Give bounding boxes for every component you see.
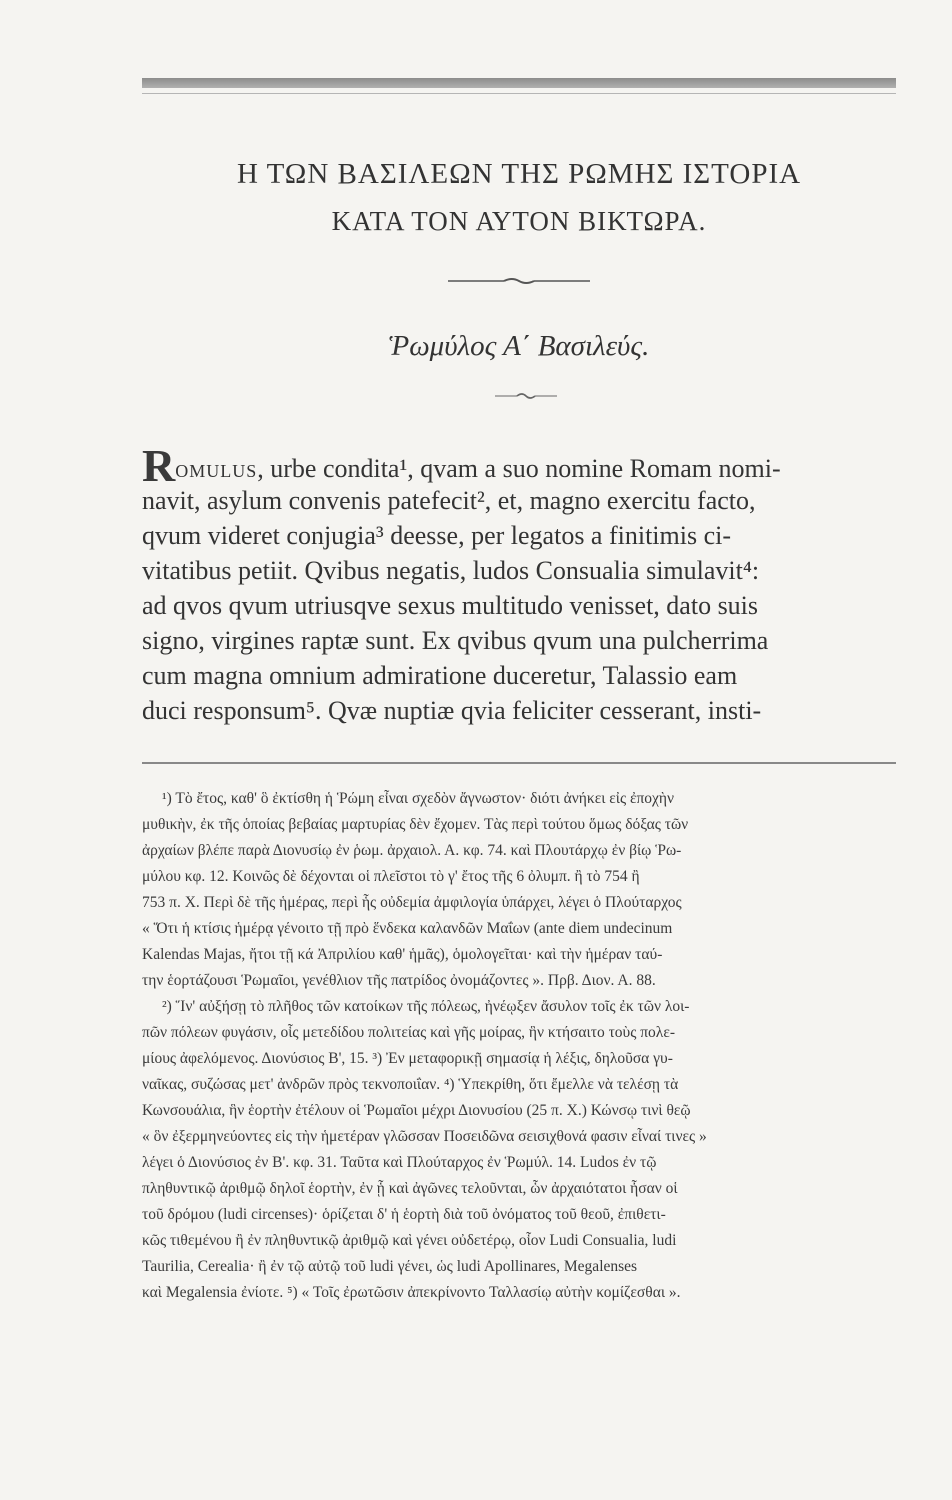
body-line: duci responsum⁵. Qvæ nuptiæ qvia feliciter cesserant, insti- <box>142 696 762 725</box>
top-rule-thin <box>142 93 896 94</box>
ornament-divider <box>448 277 590 285</box>
main-paragraph <box>142 440 896 728</box>
opening-word: omulus <box>175 454 258 483</box>
footnote-line: μίους ἀφελόμενος. Διονύσιος Β', 15. ³) Ἐν μεταφορικῇ σημασίᾳ ἡ λέξις, δηλοῦσα γυ- <box>142 1050 673 1067</box>
footnote-rule <box>142 762 896 764</box>
small-ornament <box>495 392 557 400</box>
body-line: ad qvos qvum utriusqve sexus multitudo venisset, dato suis <box>142 591 759 620</box>
footnote-line: « ὃν ἐξερμηνεύοντες εἰς τὴν ἡμετέραν γλῶσσαν Ποσειδῶνα σεισιχθονά φασιν εἶναί τινες » <box>142 1128 707 1145</box>
body-line: vitatibus petiit. Qvibus negatis, ludos Consualia simulavit⁴: <box>142 556 760 585</box>
body-line: Romulus, urbe condita¹, qvam a suo nomine Romam nomi- <box>142 440 781 491</box>
footnote-line: καὶ Megalensia ἐνίοτε. ⁵) « Τοῖς ἐρωτῶσιν ἀπεκρίνοντο Ταλλασίῳ αὐτὴν κομίζεσθαι ». <box>142 1284 681 1301</box>
footnote-line: ἀρχαίων βλέπε παρὰ Διονυσίῳ ἐν ῥωμ. ἀρχαιολ. Α. κφ. 74. καὶ Πλουτάρχῳ ἐν βίῳ Ῥω- <box>142 842 682 859</box>
top-rule <box>142 78 896 88</box>
drop-cap: R <box>142 440 176 491</box>
footnote-line: ¹) Τὸ ἔτος, καθ' ὃ ἐκτίσθη ἡ Ῥώμη εἶναι σχεδὸν ἄγνωστον· διότι ἀνήκει εἰς ἐποχὴν <box>162 790 675 807</box>
footnote-line: « Ὅτι ἡ κτίσις ἡμέρᾳ γένοιτο τῇ πρὸ ἕνδεκα καλανδῶν Μαΐων (ante diem undecinum <box>142 920 673 937</box>
title-line-1: Η ΤΩΝ ΒΑΣΙΛΕΩΝ ΤΗΣ ΡΩΜΗΣ ΙΣΤΟΡΙΑ <box>236 158 802 190</box>
footnote-line: τοῦ δρόμου (ludi circenses)· ὁρίζεται δ' ἡ ἑορτὴ διὰ τοῦ ὀνόματος τοῦ θεοῦ, ἐπιθετι- <box>142 1206 666 1223</box>
body-line: navit, asylum convenis patefecit², et, magno exercitu facto, <box>142 486 756 515</box>
footnote-line: ναῖκας, συζώσας μετ' ἀνδρῶν πρὸς τεκνοποιΐαν. ⁴) Ὑπεκρίθη, ὅτι ἔμελλε νὰ τελέσῃ τὰ <box>142 1076 679 1093</box>
footnote-line: ²) Ἵν' αὐξήσῃ τὸ πλῆθος τῶν κατοίκων τῆς πόλεως, ἠνέῳξεν ἄσυλον τοῖς ἐκ τῶν λοι- <box>162 998 690 1015</box>
footnote-line: Κωνσουάλια, ἣν ἑορτὴν ἐτέλουν οἱ Ῥωμαῖοι μέχρι Διονυσίου (25 π. Χ.) Κώνσῳ τινὶ θεῷ <box>142 1102 691 1119</box>
footnote-line: την ἑορτάζουσι Ῥωμαῖοι, γενέθλιον τῆς πατρίδος ὀνομάζοντες ». Πρβ. Διον. Α. 88. <box>142 972 656 989</box>
footnote-line: Kalendas Majas, ἤτοι τῇ κά Ἀπριλίου καθ' ἡμᾶς), ὁμολογεῖται· καὶ τὴν ἡμέραν ταύ- <box>142 946 663 963</box>
chapter-heading: Ῥωμύλος Α΄ Βασιλεύς. <box>388 330 650 362</box>
footnote-line: πληθυντικῷ ἀριθμῷ δηλοῖ ἑορτὴν, ἐν ᾗ καὶ ἀγῶνες τελοῦνται, ὧν ἀρχαιότατοι ἦσαν οἱ <box>142 1180 678 1197</box>
body-line: cum magna omnium admiratione duceretur, Talassio eam <box>142 661 738 690</box>
footnote-line: κῶς τιθεμένου ἢ ἐν πληθυντικῷ ἀριθμῷ καὶ γένει οὐδετέρῳ, οἷον Ludi Consualia, ludi <box>142 1232 677 1249</box>
footnote-line: Taurilia, Cerealia· ἢ ἐν τῷ αὐτῷ τοῦ ludi γένει, ὡς ludi Apollinares, Megalenses <box>142 1258 638 1275</box>
body-line: qvum videret conjugia³ deesse, per legatos a finitimis ci- <box>142 521 732 550</box>
footnotes <box>142 786 896 1306</box>
title-line-2: ΚΑΤΑ ΤΟΝ ΑΥΤΟΝ ΒΙΚΤΩΡΑ. <box>331 206 707 236</box>
footnote-line: πῶν πόλεων φυγάσιν, οἷς μετεδίδου πολιτείας καὶ γῆς μοίρας, ἣν κτήσαιτο τοὺς πολε- <box>142 1024 675 1041</box>
footnote-line: λέγει ὁ Διονύσιος ἐν Β'. κφ. 31. Ταῦτα καὶ Πλούταρχος ἐν Ῥωμύλ. 14. Ludos ἐν τῷ <box>142 1154 657 1171</box>
footnote-line: μύλου κφ. 12. Κοινῶς δὲ δέχονται οἱ πλεῖστοι τὸ γ' ἔτος τῆς 6 ὀλυμπ. ἢ τὸ 754 ἢ <box>142 868 640 885</box>
body-line: signo, virgines raptæ sunt. Ex qvibus qvum una pulcherrima <box>142 626 769 655</box>
footnote-line: μυθικὴν, ἐκ τῆς ὁποίας βεβαίας μαρτυρίας δὲν ἔχομεν. Τὰς περὶ τούτου ὅμως δόξας τῶν <box>142 816 689 833</box>
footnote-line: 753 π. Χ. Περὶ δὲ τῆς ἡμέρας, περὶ ἧς οὐδεμία ἀμφιλογία ὑπάρχει, λέγει ὁ Πλούταρχος <box>142 894 682 911</box>
